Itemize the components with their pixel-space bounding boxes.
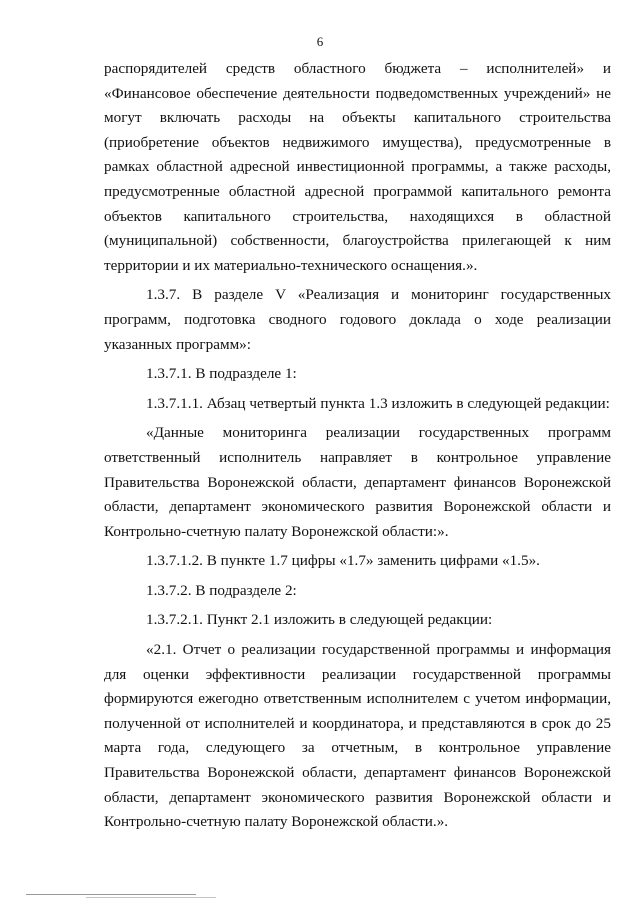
page-number: 6	[316, 34, 324, 49]
document-body	[104, 57, 611, 835]
paragraph-quote-report: «2.1. Отчет о реализации государственной программы и информация для оценки эффективности реализации государственной программы формируются ежегодно ответственным исполнителем с учетом информации, полученной от исполнителей и координатора, и представляются в срок до 25 марта года, следующего за отчетным, в контрольное управление Правительства Воронежской области, департамент финансов Воронежской области, департамент экономического развития Воронежской области и Контрольно-счетную палату Воронежской области.».	[104, 641, 611, 831]
paragraph-1-3-7-1-2: 1.3.7.1.2. В пункте 1.7 цифры «1.7» заменить цифрами «1.5».	[146, 552, 540, 570]
paragraph-quote-monitoring: «Данные мониторинга реализации государственных программ ответственный исполнитель направляет в контрольное управление Правительства Воронежской области, департамент финансов Воронежской области, департамент экономического развития Воронежской области и Контрольно-счетную палату Воронежской области:».	[104, 424, 611, 540]
footer-rule-secondary	[86, 897, 216, 898]
paragraph-continuation: распорядителей средств областного бюджета – исполнителей» и «Финансовое обеспечение деятельности подведомственных учреждений» не могут включать расходы на объекты капитального строительства (приобретение объектов недвижимого имущества), предусмотренные в рамках областной адресной инвестиционной программы, а также расходы, предусмотренные областной адресной программой капитального ремонта объектов капитального строительства, находящихся в областной (муниципальной) собственности, благоустройства прилегающей к ним территории и их материально-технического оснащения.».	[104, 60, 611, 274]
paragraph-1-3-7-1-1: 1.3.7.1.1. Абзац четвертый пункта 1.3 изложить в следующей редакции:	[146, 394, 610, 412]
paragraph-1-3-7-2-1: 1.3.7.2.1. Пункт 2.1 изложить в следующей редакции:	[146, 611, 493, 629]
paragraph-1-3-7: 1.3.7. В разделе V «Реализация и мониторинг государственных программ, подготовка сводного годового доклада о ходе реализации указанных программ»:	[104, 286, 611, 353]
footer-rule	[26, 894, 196, 895]
paragraph-1-3-7-1: 1.3.7.1. В подразделе 1:	[146, 365, 297, 383]
paragraph-1-3-7-2: 1.3.7.2. В подразделе 2:	[146, 581, 297, 599]
